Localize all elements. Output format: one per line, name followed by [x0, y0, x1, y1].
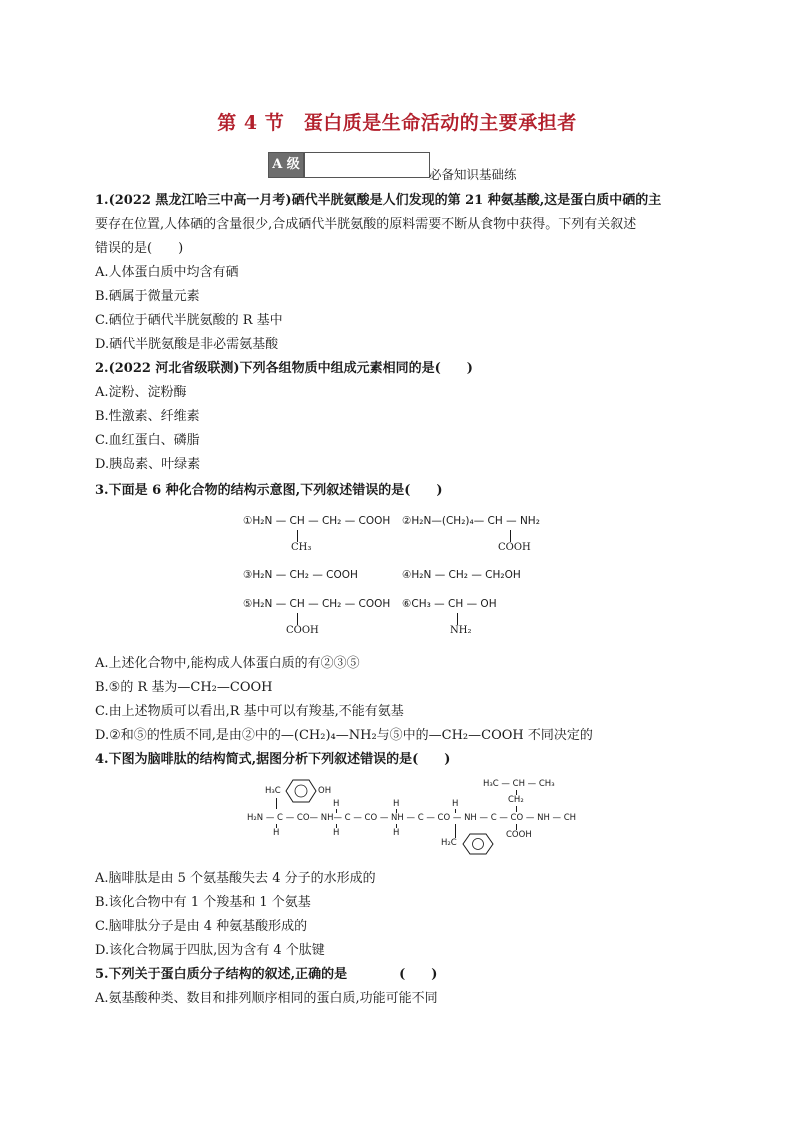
terminal-cooh: COOH — [506, 830, 532, 840]
compound-6-rgroup: NH₂ — [450, 625, 472, 636]
q1-option-b: B.硒属于微量元素 — [95, 289, 200, 304]
gly2-h-bottom: H — [393, 828, 400, 838]
q1-stem-line2: 要存在位置,人体硒的含量很少,合成硒代半胱氨酸的原料需要不断从食物中获得。下列有关叙述 — [95, 217, 637, 232]
compound-1-bond — [297, 530, 298, 542]
tyrosine-bond — [276, 798, 277, 809]
q4-option-d: D.该化合物属于四肽,因为含有 4 个肽键 — [95, 943, 325, 958]
gly1-h-top: H — [333, 799, 340, 809]
phe-h-top: H — [452, 799, 459, 809]
q4-option-a: A.脑啡肽是由 5 个氨基酸失去 4 分子的水形成的 — [95, 871, 376, 886]
level-badge: A 级 — [268, 152, 304, 178]
leucine-bond-2 — [516, 806, 517, 812]
q3-option-b: B.⑤的 R 基为—CH₂—COOH — [95, 680, 273, 695]
phe-bond — [455, 824, 456, 838]
gly2-h-top: H — [393, 799, 400, 809]
tyrosine-h3c: H₃C — [265, 786, 281, 796]
q5-option-a: A.氨基酸种类、数目和排列顺序相同的蛋白质,功能可能不同 — [95, 991, 438, 1006]
q4-stem: 4.下图为脑啡肽的结构简式,据图分析下列叙述错误的是( ) — [95, 752, 451, 767]
q3-stem: 3.下面是 6 种化合物的结构示意图,下列叙述错误的是( ) — [95, 483, 443, 498]
q3-option-c: C.由上述物质可以看出,R 基中可以有羧基,不能有氨基 — [95, 704, 404, 719]
compound-4: ④H₂N — CH₂ — CH₂OH — [402, 569, 521, 581]
compound-1: ①H₂N — CH — CH₂ — COOH — [243, 515, 391, 527]
q2-option-b: B.性激素、纤维素 — [95, 409, 200, 424]
q1-option-c: C.硒位于硒代半胱氨酸的 R 基中 — [95, 313, 283, 328]
q1-option-d: D.硒代半胱氨酸是非必需氨基酸 — [95, 337, 279, 352]
compound-6-bond — [457, 613, 458, 625]
compound-6: ⑥CH₃ — CH — OH — [402, 598, 497, 610]
compound-5-rgroup: COOH — [286, 625, 319, 636]
q2-option-c: C.血红蛋白、磷脂 — [95, 433, 200, 448]
tyr-h-bottom: H — [273, 828, 280, 838]
tyrosine-oh: OH — [318, 786, 332, 796]
compound-5: ⑤H₂N — CH — CH₂ — COOH — [243, 598, 391, 610]
q1-stem-line3: 错误的是( ) — [95, 241, 184, 256]
q5-stem: 5.下列关于蛋白质分子结构的叙述,正确的是 ( ) — [95, 967, 438, 982]
q3-option-a: A.上述化合物中,能构成人体蛋白质的有②③⑤ — [95, 656, 360, 671]
phe-h2c: H₂C — [441, 838, 457, 848]
q2-option-d: D.胰岛素、叶绿素 — [95, 457, 201, 472]
q1-stem-line1: 1.(2022 黑龙江哈三中高一月考)硒代半胱氨酸是人们发现的第 21 种氨基酸,这是蛋白质中硒的主 — [95, 193, 662, 208]
q4-option-b: B.该化合物中有 1 个羧基和 1 个氨基 — [95, 895, 311, 910]
q2-stem: 2.(2022 河北省级联测)下列各组物质中组成元素相同的是( ) — [95, 361, 473, 376]
q3-option-d: D.②和⑤的性质不同,是由②中的—(CH₂)₄—NH₂与⑤中的—CH₂—COOH 不同决定的 — [95, 728, 593, 743]
compound-5-bond — [297, 613, 298, 625]
q1-option-a: A.人体蛋白质中均含有硒 — [95, 265, 239, 280]
leucine-ch2: CH₂ — [508, 795, 524, 805]
gly1-h-bottom: H — [333, 828, 340, 838]
leucine-top: H₃C — CH — CH₃ — [483, 779, 555, 789]
tyrosine-ring-icon — [284, 777, 318, 805]
compound-2-rgroup: COOH — [498, 542, 531, 553]
level-name-box — [304, 152, 430, 178]
q2-option-a: A.淀粉、淀粉酶 — [95, 385, 187, 400]
phenylalanine-ring-icon — [461, 832, 495, 856]
peptide-chain: H₂N — C — CO— NH— C — CO — NH — C — CO — NH — C — CO — NH — CH — [247, 813, 577, 823]
compound-2: ②H₂N—(CH₂)₄— CH — NH₂ — [402, 515, 540, 527]
section-title: 第 4 节 蛋白质是生命活动的主要承担者 — [217, 112, 577, 134]
compound-3: ③H₂N — CH₂ — COOH — [243, 569, 358, 581]
compound-1-rgroup: CH₃ — [291, 542, 312, 553]
q4-option-c: C.脑啡肽分子是由 4 种氨基酸形成的 — [95, 919, 308, 934]
compound-2-bond — [510, 530, 511, 542]
level-label: 必备知识基础练 — [429, 167, 517, 182]
